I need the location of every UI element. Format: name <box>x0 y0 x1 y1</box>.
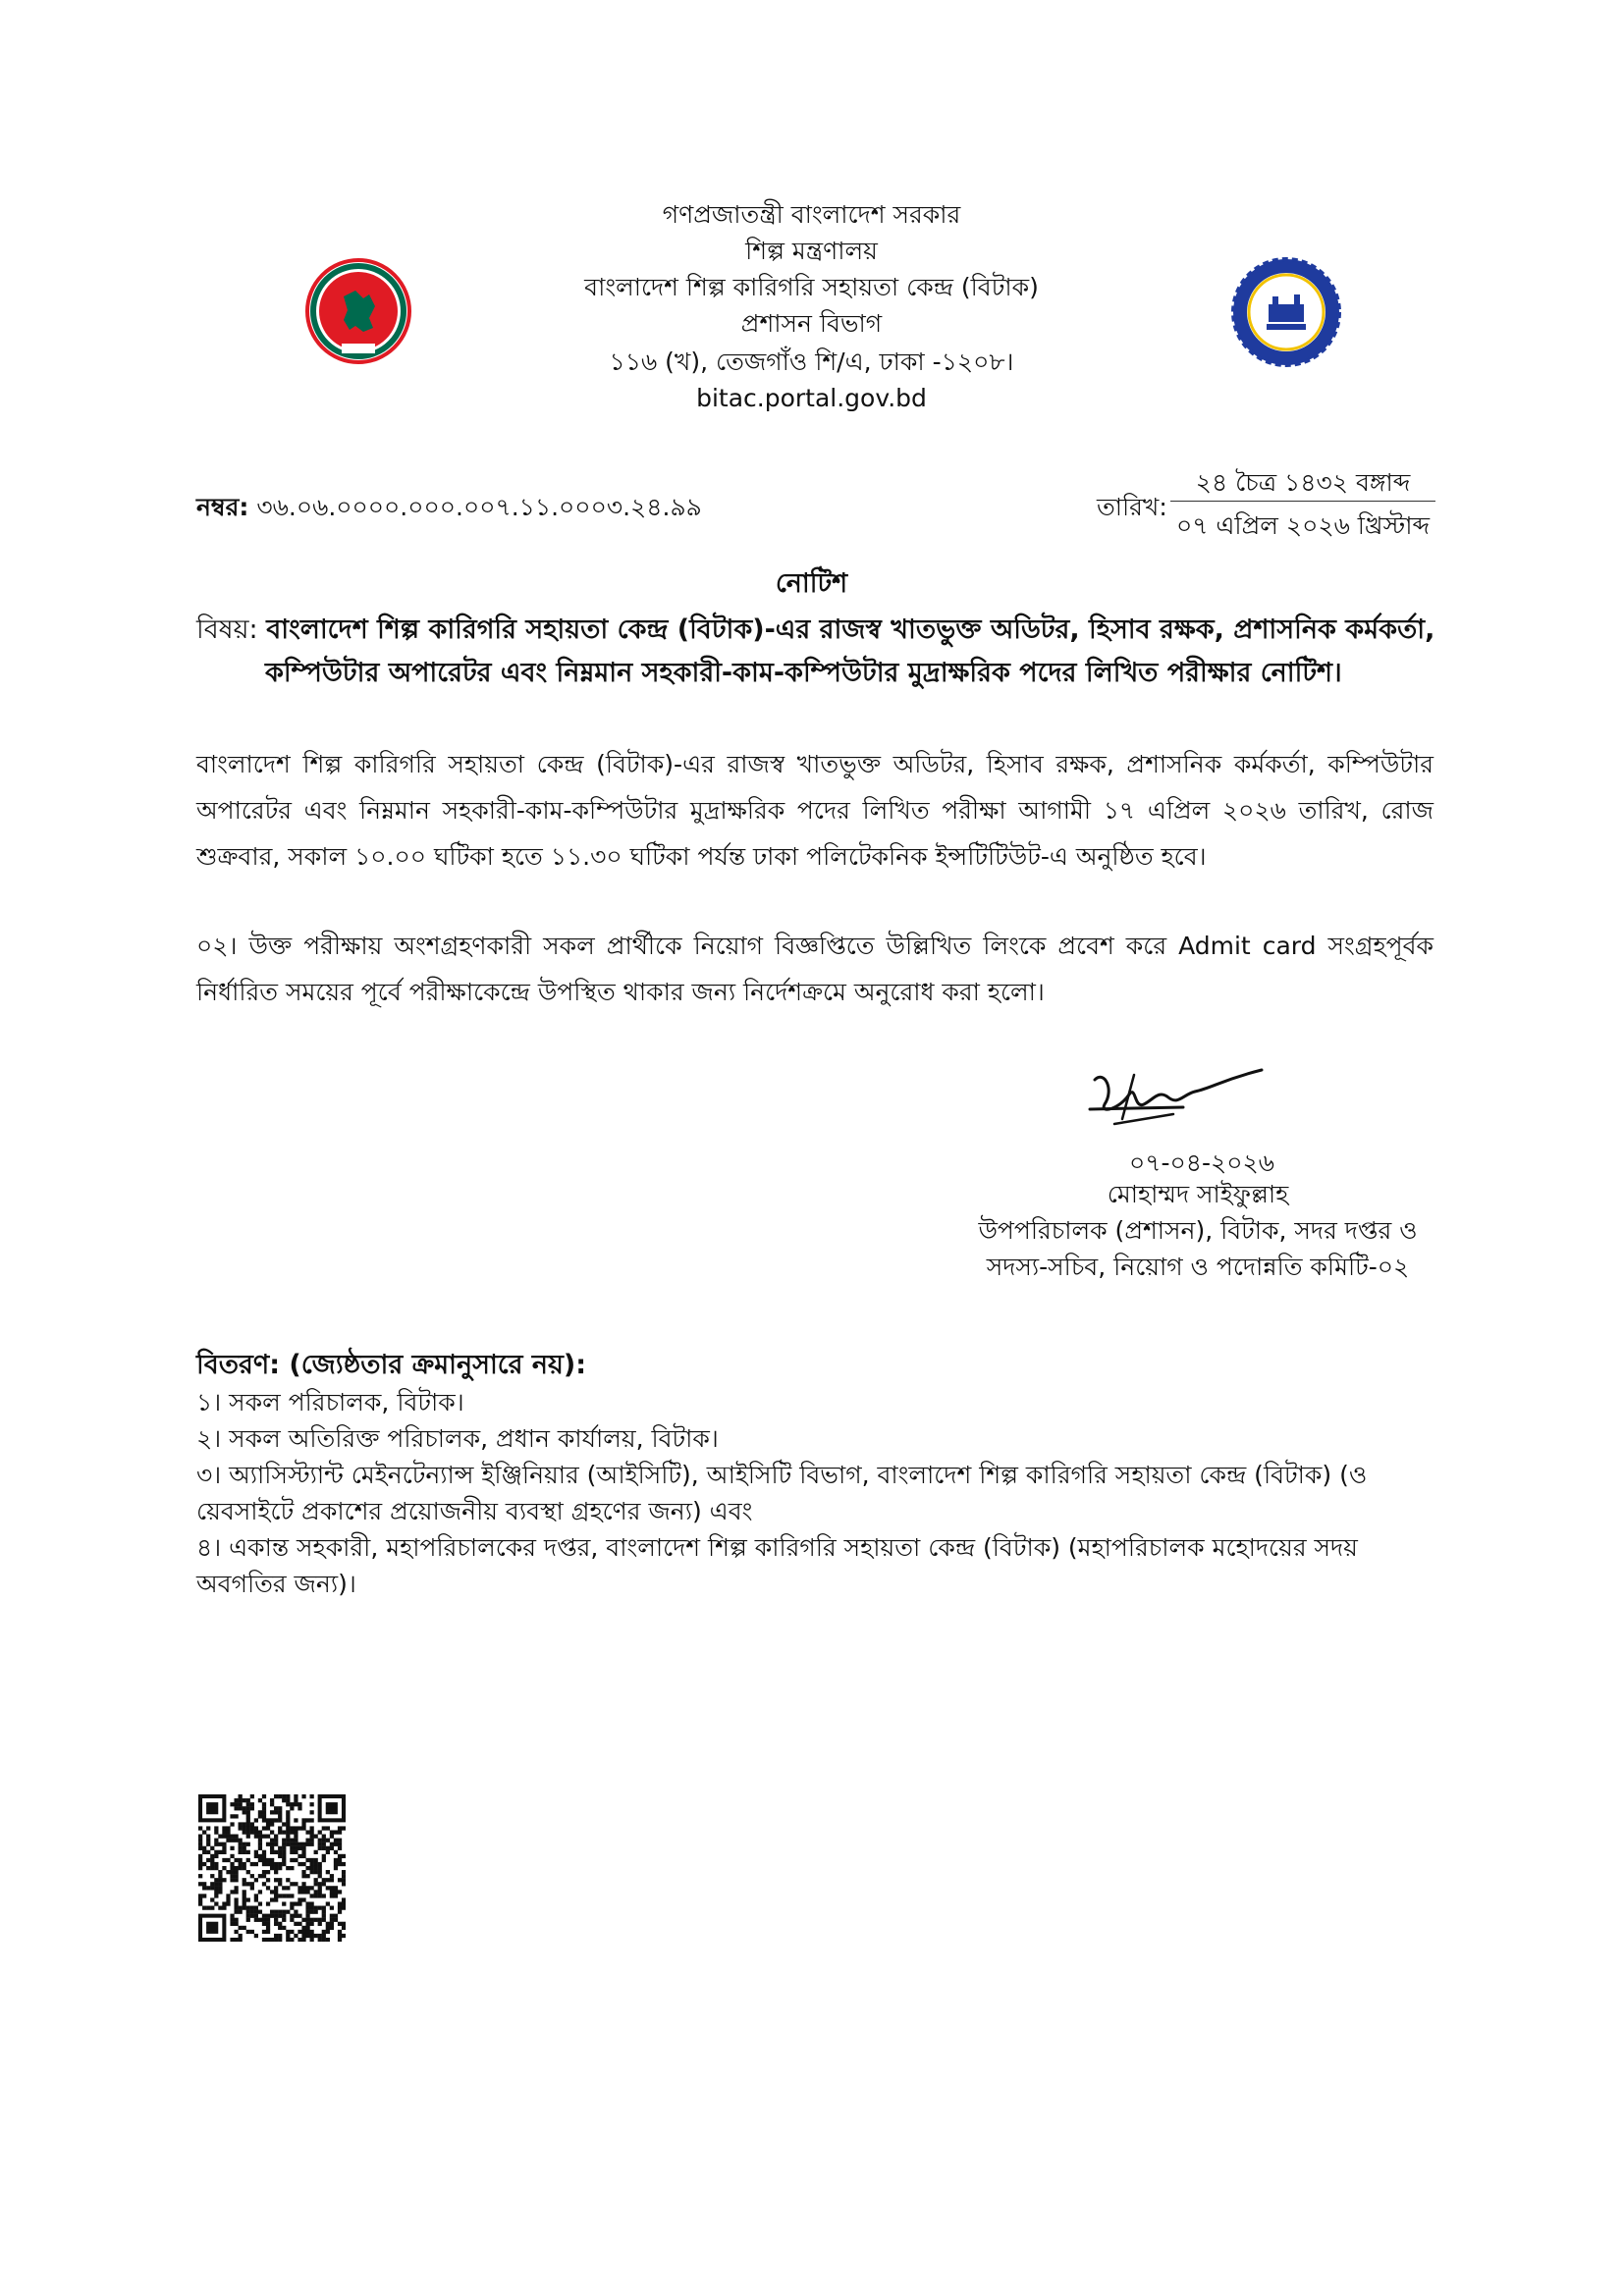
header-government: গণপ্রজাতন্ত্রী বাংলাদেশ সরকার <box>662 200 961 229</box>
list-item: ১। সকল পরিচালক, বিটাক। <box>196 1388 464 1416</box>
header-organization: বাংলাদেশ শিল্প কারিগরি সহায়তা কেন্দ্র (বিটাক) <box>584 273 1039 301</box>
subject-line-1: বাংলাদেশ শিল্প কারিগরি সহায়তা কেন্দ্র (বিটাক)-এর রাজস্ব খাতভুক্ত অডিটর, হিসাব রক্ষক, প্রশাসনিক কর্মকর্তা, <box>266 614 1435 645</box>
signatory-title-2: সদস্য-সচিব, নিয়োগ ও পদোন্নতি কমিটি-০২ <box>986 1253 1410 1281</box>
memo-value: ৩৬.০৬.০০০০.০০০.০০৭.১১.০০০৩.২৪.৯৯ <box>256 493 702 521</box>
date-label: তারিখ: <box>1097 493 1167 521</box>
date-english: ০৭ এপ্রিল ২০২৬ খ্রিস্টাব্দ <box>1175 511 1431 540</box>
signatory <box>943 1176 1453 1285</box>
list-item: ২। সকল অতিরিক্ত পরিচালক, প্রধান কার্যালয়, বিটাক। <box>196 1424 719 1453</box>
header-address: ১১৬ (খ), তেজগাঁও শি/এ, ঢাকা -১২০৮। <box>609 347 1014 376</box>
memo-label: নম্বর: <box>196 493 249 521</box>
signature-image <box>1075 1050 1271 1152</box>
notice-paragraph-1: বাংলাদেশ শিল্প কারিগরি সহায়তা কেন্দ্র (বিটাক)-এর রাজস্ব খাতভুক্ত অডিটর, হিসাব রক্ষক, প্রশাসনিক কর্মকর্তা, কম্পিউটার অপারেটর এবং নিম্নমান সহকারী-কাম-কম্পিউটার মুদ্রাক্ষরিক পদের লিখিত পরীক্ষা আগামী ১৭ এপ্রিল ২০২৬ তারিখ, রোজ শুক্রবার, সকাল ১০.০০ ঘটিকা হতে ১১.৩০ ঘটিকা পর্যন্ত ঢাকা পলিটেকনিক ইন্সটিটিউট-এ অনুষ্ঠিত হবে। <box>196 750 1434 871</box>
memo-number <box>196 488 702 530</box>
header-ministry: শিল্প মন্ত্রণালয় <box>745 237 878 265</box>
signatory-title-1: উপপরিচালক (প্রশাসন), বিটাক, সদর দপ্তর ও <box>978 1216 1418 1245</box>
list-item: ৪। একান্ত সহকারী, মহাপরিচালকের দপ্তর, বাংলাদেশ শিল্প কারিগরি সহায়তা কেন্দ্র (বিটাক) (মহাপরিচালক মহোদয়ের সদয় অবগতির জন্য)। <box>196 1533 1358 1598</box>
header-department: প্রশাসন বিভাগ <box>740 309 883 338</box>
subject <box>196 609 1453 695</box>
date-divider <box>1170 501 1435 502</box>
subject-line-2: কম্পিউটার অপারেটর এবং নিম্নমান সহকারী-কাম-কম্পিউটার মুদ্রাক্ষরিক পদের লিখিত পরীক্ষার নোটিশ। <box>265 658 1342 688</box>
qr-code[interactable] <box>198 1794 346 1946</box>
signature-date: ০৭-০৪-২০২৬ <box>1129 1148 1275 1177</box>
signatory-name: মোহাম্মদ সাইফুল্লাহ <box>1107 1180 1289 1208</box>
distribution-list <box>196 1384 1448 1602</box>
date-bangla: ২৪ চৈত্র ১৪৩২ বঙ্গাব্দ <box>1195 468 1411 497</box>
list-item: ৩। অ্যাসিস্ট্যান্ট মেইনটেন্যান্স ইঞ্জিনিয়ার (আইসিটি), আইসিটি বিভাগ, বাংলাদেশ শিল্প কারিগরি সহায়তা কেন্দ্র (বিটাক) (ও য়েবসাইটে প্রকাশের প্রয়োজনীয় ব্যবস্থা গ্রহণের জন্য) এবং <box>196 1461 1368 1525</box>
notice-title: নোটিশ <box>775 568 848 599</box>
distribution-title: বিতরণ: (জ্যেষ্ঠতার ক্রমানুসারে নয়): <box>196 1350 587 1380</box>
notice-paragraph-2: ০২। উক্ত পরীক্ষায় অংশগ্রহণকারী সকল প্রার্থীকে নিয়োগ বিজ্ঞপ্তিতে উল্লিখিত লিংকে প্রবেশ করে Admit card সংগ্রহপূর্বক নির্ধারিত সময়ের পূর্বে পরীক্ষাকেন্দ্রে উপস্থিত থাকার জন্য নির্দেশক্রমে অনুরোধ করা হলো। <box>196 932 1434 1006</box>
header-website[interactable]: bitac.portal.gov.bd <box>696 384 927 412</box>
subject-label: বিষয়: <box>196 614 258 645</box>
